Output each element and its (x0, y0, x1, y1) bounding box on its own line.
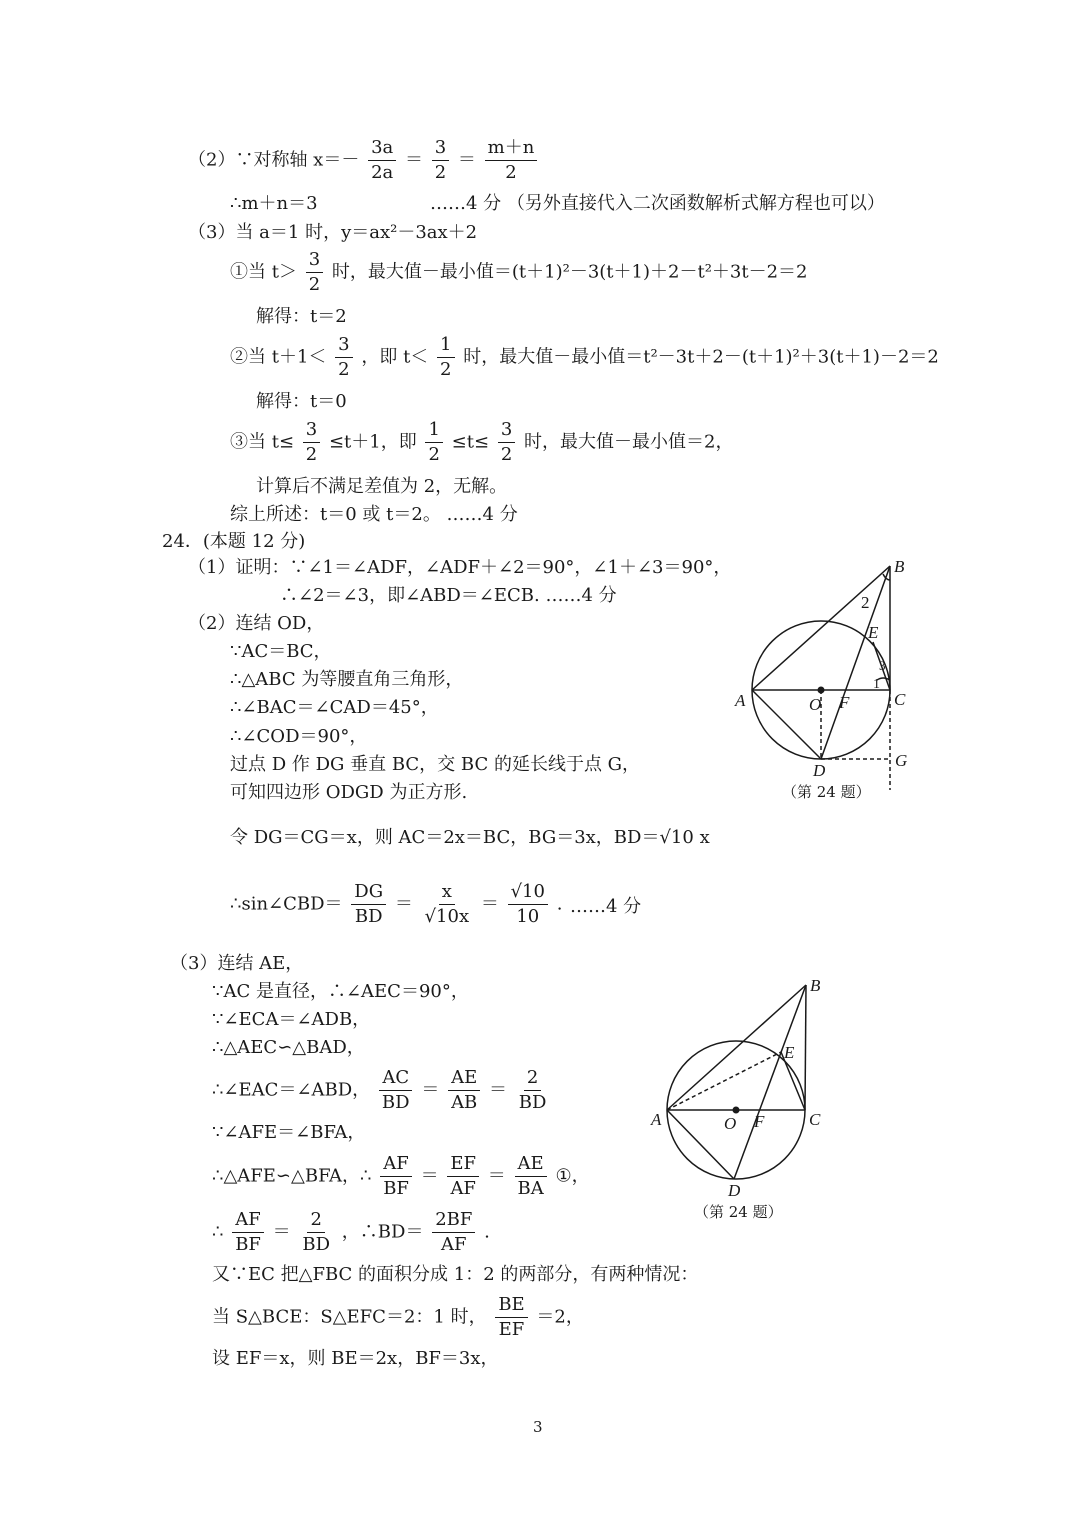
denominator: BD (518, 1092, 547, 1113)
fraction (432, 136, 449, 185)
text: ≤t＋1，即 (328, 431, 417, 453)
page-number: 3 (533, 1418, 543, 1436)
line-no-solution: 计算后不满足差值为 2，无解。 (256, 476, 508, 497)
text: ＝ (480, 893, 499, 915)
line-part3k: 设 EF＝x，则 BE＝2x，BF＝3x， (212, 1348, 499, 1369)
label-C: C (894, 690, 906, 709)
line-symmetry-axis (188, 136, 540, 185)
label-A: A (735, 691, 746, 710)
label-D: D (728, 1181, 741, 1200)
text: ∴ (212, 1221, 224, 1243)
question-24-title: 24．(本题 12 分) (162, 531, 306, 552)
fraction (232, 1208, 264, 1257)
center-point (733, 1107, 740, 1114)
label-A: A (651, 1110, 662, 1129)
label-F: F (839, 693, 850, 712)
fraction (498, 418, 515, 467)
line-part3c: ∵∠ECA＝∠ADB， (212, 1009, 371, 1030)
line-part3j (212, 1293, 584, 1342)
geometry-figure-1 (725, 552, 925, 802)
numerator: x (439, 880, 455, 905)
line-sum: ∴m＋n＝3 (230, 193, 318, 214)
line-case1 (230, 248, 808, 297)
denominator: AB (451, 1092, 478, 1113)
numerator: 2 (307, 1208, 324, 1233)
line-part3e (212, 1066, 552, 1115)
text: ①， (555, 1165, 590, 1187)
text: ＝ (420, 1165, 439, 1187)
text: 时，最大值－最小值＝t²－3t＋2－(t＋1)²＋3(t＋1)－2＝2 (463, 346, 939, 368)
line-part3d: ∴△AEC∽△BAD， (212, 1037, 365, 1058)
denominator: 10 (516, 906, 540, 927)
line-sine-result (230, 880, 562, 929)
center-point (818, 687, 825, 694)
line-proof1b: ∴∠2＝∠3，即∠ABD＝∠ECB. ……4 分 (280, 585, 617, 606)
figure-1-caption: （第 24 题） (782, 783, 871, 801)
fraction (508, 880, 548, 929)
line-score-note: ……4 分 （另外直接代入二次函数解析式解方程也可以） (430, 193, 885, 214)
text: ，即 t＜ (361, 346, 429, 368)
line-part2e: ∴∠COD＝90°， (230, 726, 368, 747)
denominator: AF (441, 1234, 467, 1255)
numerator: √10 (508, 880, 548, 905)
numerator: 3 (335, 333, 352, 358)
fraction (514, 1152, 546, 1201)
fraction (516, 1066, 550, 1115)
label-E: E (868, 623, 879, 642)
numerator: 1 (425, 418, 442, 443)
line-part3i: 又∵EC 把△FBC 的面积分成 1：2 的两部分，有两种情况： (212, 1264, 699, 1285)
text: ∴△AFE∽△BFA，∴ (212, 1165, 372, 1187)
text: ∴∠EAC＝∠ABD， (212, 1079, 371, 1101)
denominator: 2 (338, 359, 350, 380)
denominator: BD (354, 906, 383, 927)
fraction (447, 1152, 479, 1201)
denominator: BD (302, 1234, 331, 1255)
text: ，∴BD＝ (341, 1221, 424, 1243)
fraction (422, 880, 473, 929)
numerator: 2 (524, 1066, 541, 1091)
fraction (448, 1066, 480, 1115)
fraction (303, 418, 320, 467)
line-sine-score: ……4 分 (570, 896, 642, 917)
text: ≤t≤ (451, 431, 490, 453)
denominator: 2 (500, 444, 513, 465)
label-D: D (813, 761, 826, 780)
label-O: O (724, 1114, 737, 1133)
line-part2b: ∵AC＝BC， (230, 641, 332, 662)
numerator: AE (515, 1152, 547, 1177)
numerator: 2BF (432, 1208, 475, 1233)
line-part2h: 令 DG＝CG＝x，则 AC＝2x＝BC，BG＝3x，BD＝√10 x (230, 827, 710, 848)
line-case2 (230, 333, 939, 382)
line-part3g (212, 1152, 590, 1201)
figure-2-caption: （第 24 题） (694, 1203, 783, 1221)
numerator: AC (379, 1066, 412, 1091)
denominator: BA (517, 1178, 544, 1199)
fraction (379, 1066, 413, 1115)
line-part2-title: （2）连结 OD， (188, 613, 325, 634)
text: ＝ (394, 893, 413, 915)
label-G: G (895, 751, 908, 770)
line-case3 (230, 418, 733, 467)
text: （2）∵对称轴 x＝－ (188, 149, 360, 171)
denominator: √10x (424, 906, 470, 927)
label-1: 1 (873, 677, 880, 692)
label-O: O (809, 695, 822, 714)
numerator: EF (447, 1152, 479, 1177)
text: ＝2， (536, 1306, 584, 1328)
numerator: 3a (368, 136, 396, 161)
text: 时，最大值－最小值＝(t＋1)²－3(t＋1)＋2－t²＋3t－2＝2 (331, 261, 808, 283)
denominator: 2 (505, 162, 517, 183)
segment-BC (805, 985, 806, 1110)
line-part2f: 过点 D 作 DG 垂直 BC，交 BC 的延长线于点 G， (230, 754, 641, 775)
denominator: 2 (428, 444, 440, 465)
numerator: AF (232, 1208, 264, 1233)
fraction (299, 1208, 333, 1257)
label-B: B (894, 557, 905, 576)
denominator: BD (381, 1092, 410, 1113)
numerator: BE (495, 1293, 527, 1318)
fraction (335, 333, 352, 382)
line-proof1: （1）证明：∵∠1＝∠ADF，∠ADF＋∠2＝90°，∠1＋∠3＝90°， (188, 557, 732, 578)
denominator: 2 (440, 359, 452, 380)
fraction (425, 418, 442, 467)
line-part3-title: （3）连结 AE， (170, 953, 304, 974)
line-conclusion: 综上所述：t＝0 或 t＝2。 ……4 分 (230, 504, 518, 525)
fraction (380, 1152, 412, 1201)
text: ③当 t≤ (230, 431, 295, 453)
text: 当 S△BCE：S△EFC＝2：1 时， (212, 1306, 487, 1328)
fraction (306, 248, 323, 297)
label-C: C (809, 1110, 821, 1129)
numerator: 3 (303, 418, 320, 443)
numerator: AE (448, 1066, 480, 1091)
label-E: E (784, 1043, 795, 1062)
numerator: 3 (432, 136, 449, 161)
denominator: 2a (371, 162, 394, 183)
text: 时，最大值－最小值＝2， (524, 431, 734, 453)
denominator: BF (235, 1234, 261, 1255)
label-B: B (810, 976, 821, 995)
line-part3f: ∵∠AFE＝∠BFA， (212, 1122, 366, 1143)
denominator: EF (498, 1319, 525, 1340)
line-part3b: ∵AC 是直径，∴∠AEC＝90°， (212, 981, 469, 1002)
segment-BD (734, 985, 806, 1179)
text: . (484, 1221, 490, 1243)
numerator: AF (380, 1152, 412, 1177)
text: ＝ (457, 149, 476, 171)
fraction (351, 880, 386, 929)
geometry-figure-2 (650, 975, 830, 1205)
line-part2d: ∴∠BAC＝∠CAD＝45°， (230, 697, 439, 718)
label-F: F (754, 1112, 765, 1131)
numerator: 3 (306, 248, 323, 273)
fraction (368, 136, 396, 185)
denominator: 2 (434, 162, 447, 183)
segment-AE (667, 1052, 781, 1110)
text: . (556, 893, 563, 915)
line-part2c: ∴△ABC 为等腰直角三角形， (230, 669, 464, 690)
line-part3h (212, 1208, 490, 1257)
text: ＝ (487, 1165, 506, 1187)
denominator: AF (450, 1178, 476, 1199)
text: ①当 t＞ (230, 261, 297, 283)
line-solve2: 解得：t＝0 (256, 391, 347, 412)
fraction (437, 333, 454, 382)
label-2: 2 (861, 593, 870, 612)
denominator: 2 (308, 274, 321, 295)
text: ＝ (489, 1079, 508, 1101)
line-solve1: 解得：t＝2 (256, 306, 347, 327)
numerator: DG (351, 880, 386, 905)
text: ②当 t＋1＜ (230, 346, 327, 368)
text: ＝ (272, 1221, 291, 1243)
fraction (495, 1293, 527, 1342)
numerator: 1 (437, 333, 454, 358)
numerator: 3 (498, 418, 515, 443)
fraction (485, 136, 538, 185)
text: ＝ (421, 1079, 440, 1101)
denominator: 2 (305, 444, 318, 465)
numerator: m＋n (485, 136, 538, 161)
denominator: BF (383, 1178, 409, 1199)
text: ＝ (404, 149, 423, 171)
text: ∴sin∠CBD＝ (230, 893, 343, 915)
fraction (432, 1208, 475, 1257)
label-3: 3 (879, 658, 886, 673)
line-part3: （3）当 a＝1 时，y＝ax²－3ax＋2 (188, 222, 478, 243)
line-part2g: 可知四边形 ODGD 为正方形. (230, 782, 468, 803)
